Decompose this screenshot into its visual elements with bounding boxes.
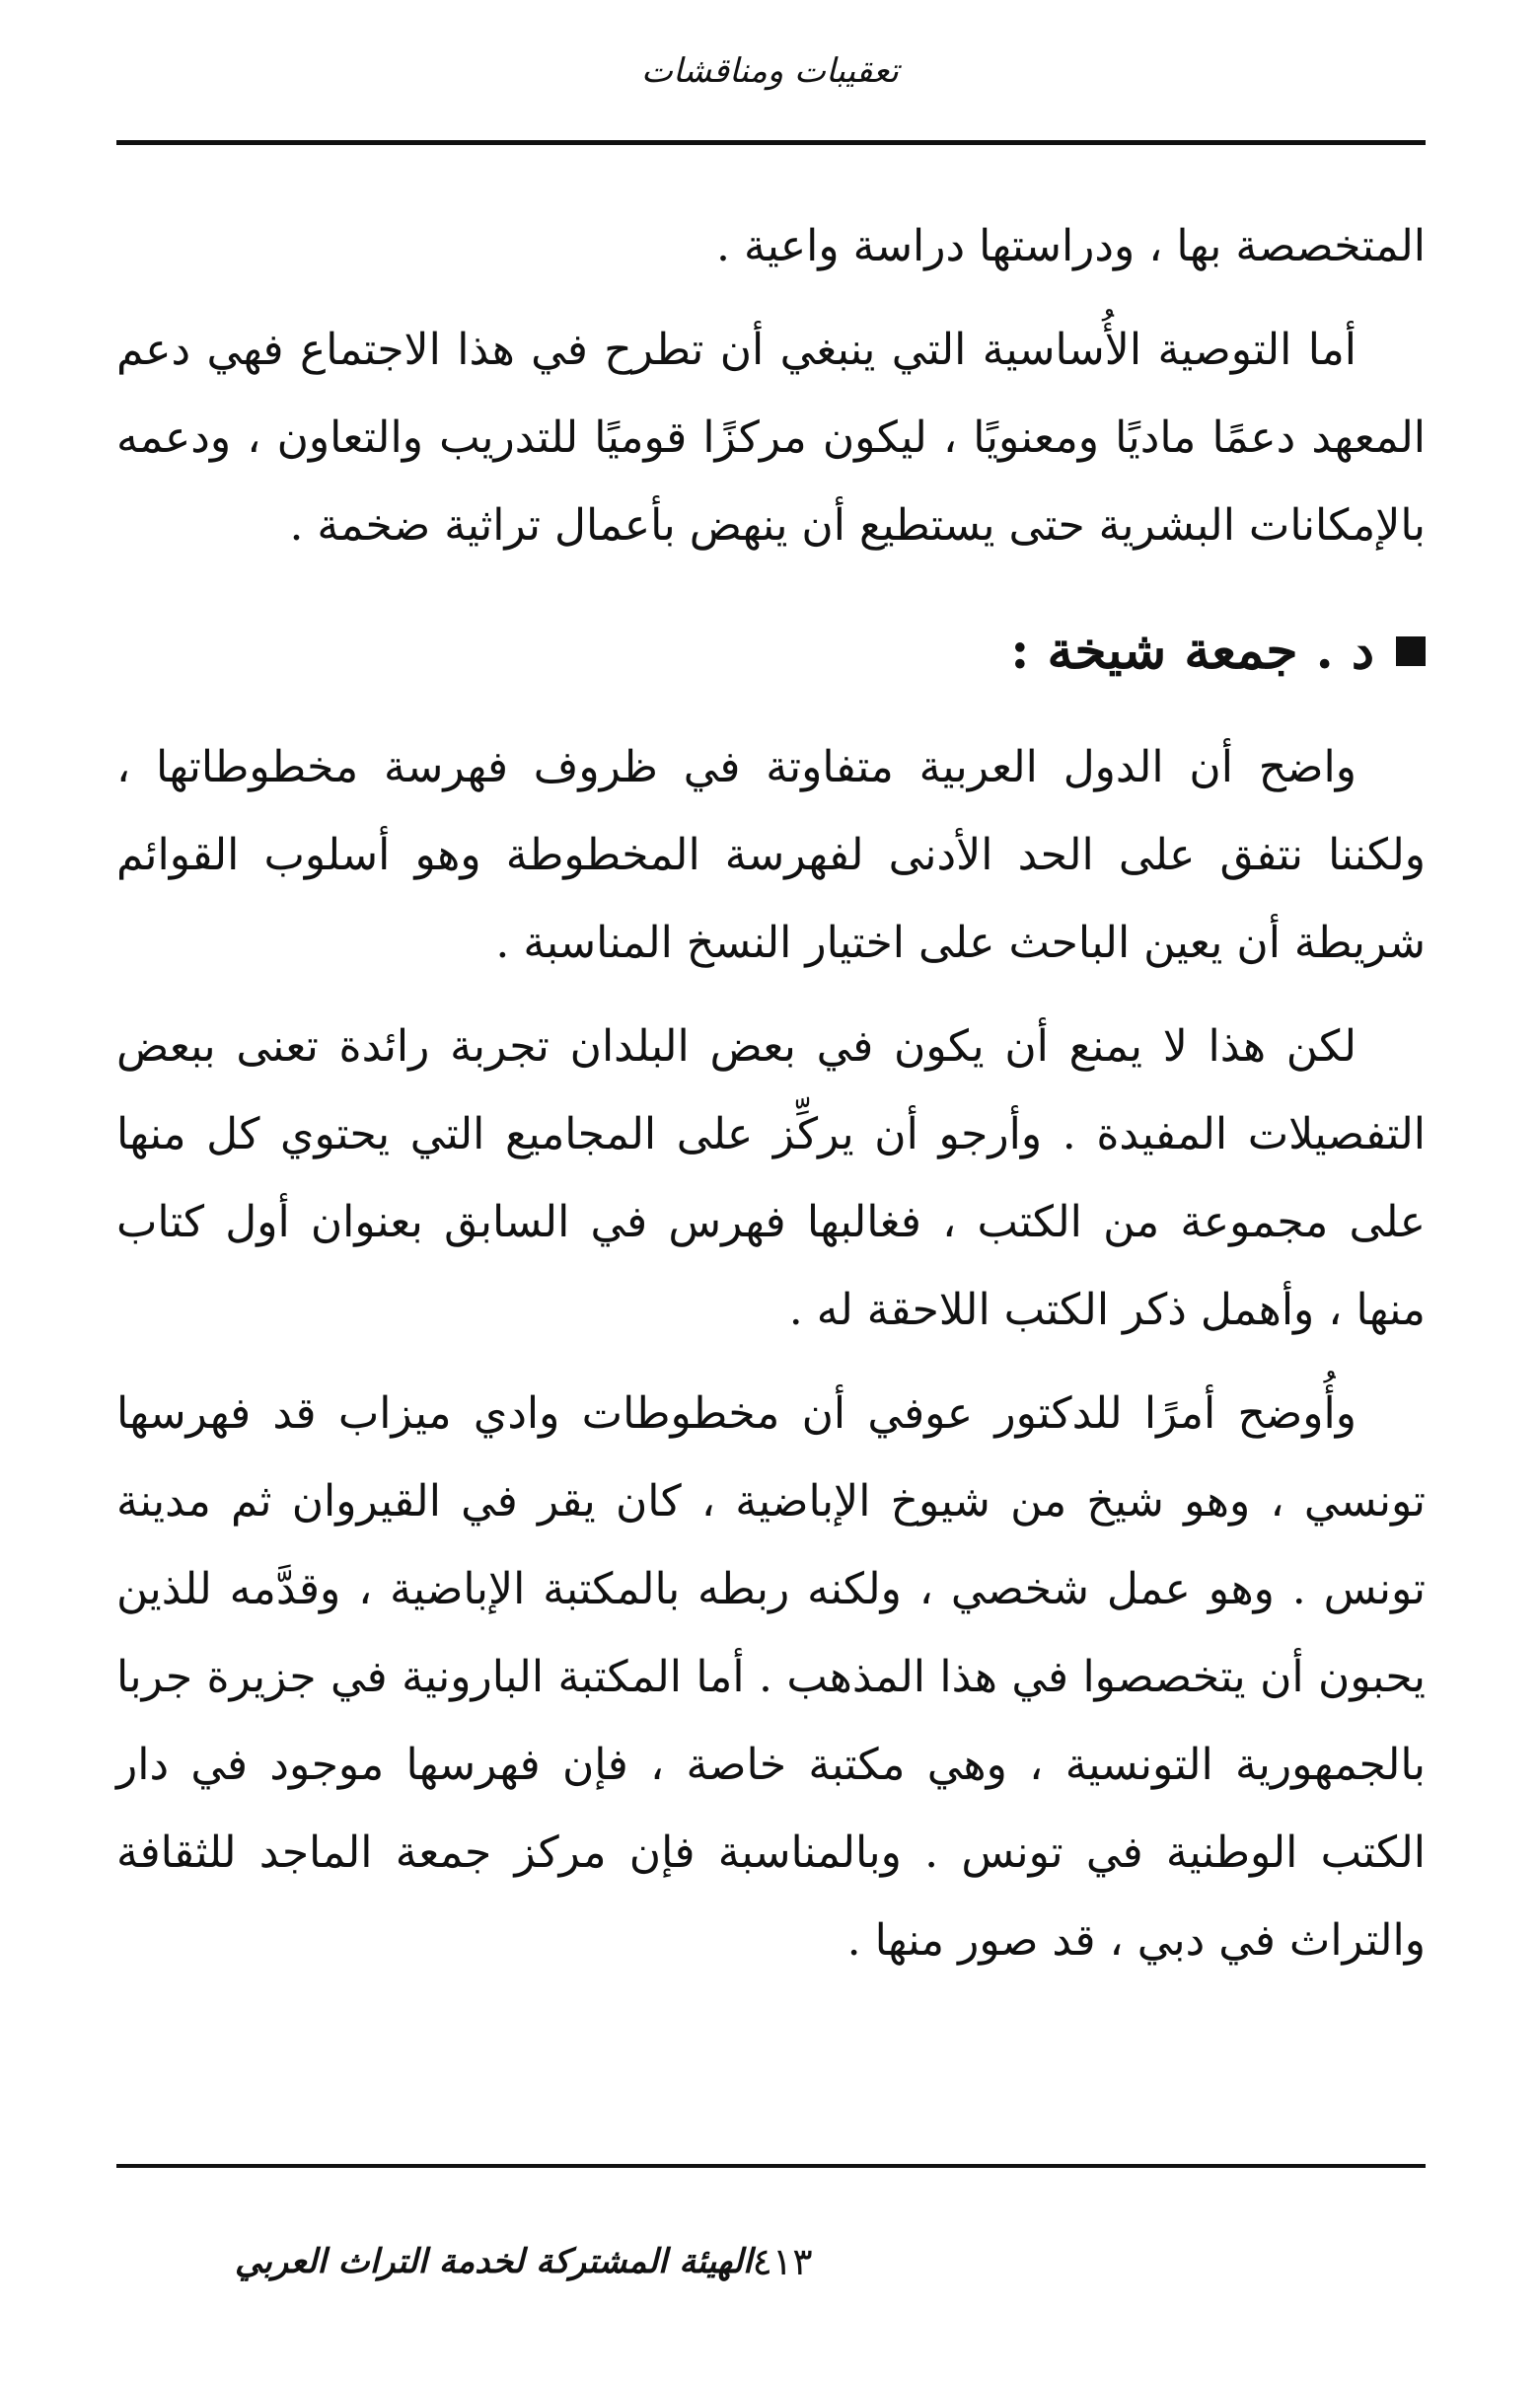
section-heading-text: د . جمعة شيخة :	[1010, 621, 1374, 681]
square-bullet-icon	[1396, 636, 1426, 666]
page-number: ٤١٣	[752, 2240, 813, 2283]
header-divider	[116, 140, 1426, 145]
paragraph-recommendation: أما التوصية الأُساسية التي ينبغي أن تطرح في هذا الاجتماع فهي دعم المعهد دعمًا ماديًا ومعنويًا ، ليكون مركزًا قوميًا للتدريب والتعاون ، ودعمه بالإمكانات البشرية حتى يستطيع أن ينهض بأعمال تراثية ضخمة .	[116, 325, 1426, 551]
section-heading	[116, 607, 1426, 696]
paragraph-cataloging: واضح أن الدول العربية متفاوتة في ظروف فهرسة مخطوطاتها ، ولكننا نتفق على الحد الأدنى لفهرسة المخطوطة وهو أسلوب القوائم شريطة أن يعين الباحث على اختيار النسخ المناسبة .	[116, 742, 1427, 968]
page-footer	[116, 2232, 1426, 2291]
footer-publisher: الهيئة المشتركة لخدمة التراث العربي	[235, 2242, 753, 2281]
paragraph-continuation: المتخصصة بها ، ودراستها دراسة واعية .	[716, 221, 1426, 271]
running-head: تعقيبات ومناقشات	[641, 51, 899, 91]
paragraph-mzab-manuscripts: وأُوضح أمرًا للدكتور عوفي أن مخطوطات وادي ميزاب قد فهرسها تونسي ، وهو شيخ من شيوخ الإباضية ، كان يقر في القيروان ثم مدينة تونس . وهو عمل شخصي ، ولكنه ربطه بالمكتبة الإباضية ، وقدَّمه للذين يحبون أن يتخصصوا في هذا المذهب . أما المكتبة البارونية في جزيرة جربا بالجمهورية التونسية ، وهي مكتبة خاصة ، فإن فهرسها موجود في دار الكتب الوطنية في تونس . وبالمناسبة فإن مركز جمعة الماجد للثقافة والتراث في دبي ، قد صور منها .	[116, 1388, 1426, 1966]
page-body	[116, 202, 1426, 2000]
footer-divider	[116, 2164, 1426, 2168]
paragraph-collections: لكن هذا لا يمنع أن يكون في بعض البلدان تجربة رائدة تعنى ببعض التفصيلات المفيدة . وأرجو أن يركِّز على المجاميع التي يحتوي كل منها على مجموعة من الكتب ، فغالبها فهرس في السابق بعنوان أول كتاب منها ، وأهمل ذكر الكتب اللاحقة له .	[116, 1021, 1426, 1335]
